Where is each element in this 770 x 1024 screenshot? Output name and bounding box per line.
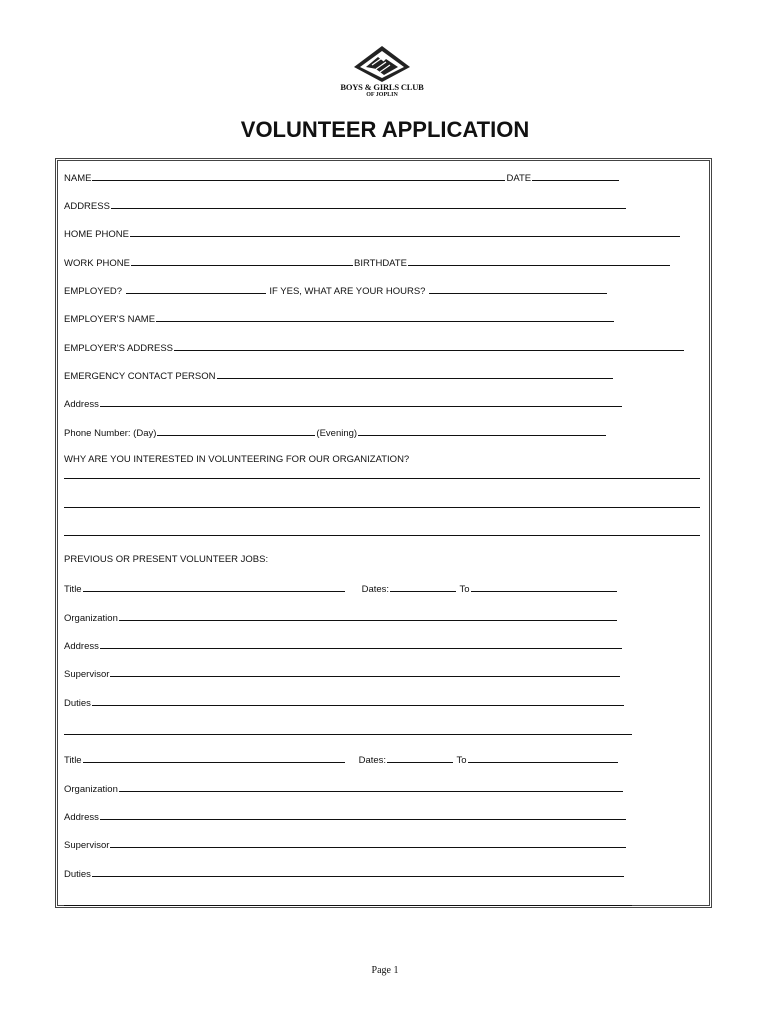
logo-location: OF JOPLIN	[366, 92, 398, 98]
logo-org-name: BOYS & GIRLS CLUB	[340, 82, 424, 92]
club-logo	[334, 45, 430, 107]
job2-organization-label: Organization	[64, 784, 118, 795]
employer-name-field[interactable]	[156, 312, 614, 322]
address-row	[64, 199, 627, 213]
employer-name-row	[64, 312, 615, 326]
hours-label: IF YES, WHAT ARE YOUR HOURS?	[269, 286, 426, 297]
date-field[interactable]	[532, 171, 619, 181]
job1-dates-from-field[interactable]	[390, 582, 456, 592]
phone-evening-label: (Evening)	[316, 428, 358, 439]
job1-supervisor-field[interactable]	[110, 667, 620, 677]
job2-duties-line-2[interactable]	[64, 905, 632, 906]
emergency-address-row	[64, 397, 623, 411]
phone-number-row	[64, 426, 607, 440]
date-label: DATE	[506, 173, 532, 184]
job2-address-field[interactable]	[100, 810, 626, 820]
job1-duties-line-2[interactable]	[64, 734, 632, 735]
page-number: Page 1	[371, 965, 399, 976]
emergency-contact-field[interactable]	[217, 369, 613, 379]
employed-row	[64, 284, 608, 298]
hours-field[interactable]	[429, 284, 607, 294]
job2-title-label: Title	[64, 755, 82, 766]
job2-duties-label: Duties	[64, 869, 91, 880]
emergency-contact-label: EMERGENCY CONTACT PERSON	[64, 371, 216, 382]
birthdate-field[interactable]	[408, 256, 670, 266]
emergency-address-field[interactable]	[100, 397, 622, 407]
name-row	[64, 171, 620, 185]
job1-organization-row	[64, 611, 618, 625]
job2-title-row	[64, 753, 619, 767]
employer-address-row	[64, 341, 685, 355]
job1-supervisor-label: Supervisor	[64, 669, 110, 680]
address-label: ADDRESS	[64, 201, 110, 212]
job2-supervisor-field[interactable]	[110, 838, 626, 848]
employed-label: EMPLOYED?	[64, 286, 123, 297]
job2-dates-label: Dates:	[358, 755, 387, 766]
address-field[interactable]	[111, 199, 626, 209]
job1-address-label: Address	[64, 641, 99, 652]
emergency-address-label: Address	[64, 399, 99, 410]
job1-title-label: Title	[64, 584, 82, 595]
job2-duties-row	[64, 867, 625, 881]
job2-supervisor-label: Supervisor	[64, 840, 110, 851]
job1-organization-field[interactable]	[119, 611, 617, 621]
job1-duties-row	[64, 696, 625, 710]
work-phone-field[interactable]	[131, 256, 353, 266]
job1-duties-label: Duties	[64, 698, 91, 709]
phone-day-label: Phone Number: (Day)	[64, 428, 157, 439]
job2-organization-field[interactable]	[119, 782, 623, 792]
job2-to-label: To	[456, 755, 467, 766]
handshake-logo-icon	[352, 45, 412, 83]
job2-title-field[interactable]	[83, 753, 345, 763]
job2-duties-field[interactable]	[92, 867, 624, 877]
employer-address-field[interactable]	[174, 341, 684, 351]
interest-question: WHY ARE YOU INTERESTED IN VOLUNTEERING FOR OUR ORGANIZATION?	[64, 454, 410, 465]
job1-address-field[interactable]	[100, 639, 622, 649]
job2-address-row	[64, 810, 627, 824]
interest-answer-line-3[interactable]	[64, 535, 700, 536]
home-phone-label: HOME PHONE	[64, 229, 129, 240]
job2-organization-row	[64, 782, 624, 796]
home-phone-row	[64, 227, 681, 241]
home-phone-field[interactable]	[130, 227, 680, 237]
interest-answer-line-2[interactable]	[64, 507, 700, 508]
phone-evening-field[interactable]	[358, 426, 606, 436]
job1-title-row	[64, 582, 618, 596]
job2-address-label: Address	[64, 812, 99, 823]
employer-address-label: EMPLOYER'S ADDRESS	[64, 343, 173, 354]
interest-answer-line-1[interactable]	[64, 478, 700, 479]
job1-organization-label: Organization	[64, 613, 118, 624]
job1-address-row	[64, 639, 623, 653]
employer-name-label: EMPLOYER'S NAME	[64, 314, 156, 325]
job1-duties-field[interactable]	[92, 696, 624, 706]
job1-dates-label: Dates:	[361, 584, 390, 595]
page-title: VOLUNTEER APPLICATION	[240, 117, 530, 142]
previous-jobs-heading: PREVIOUS OR PRESENT VOLUNTEER JOBS:	[64, 554, 269, 565]
name-field[interactable]	[92, 171, 505, 181]
work-phone-row	[64, 256, 671, 270]
job1-title-field[interactable]	[83, 582, 345, 592]
phone-day-field[interactable]	[157, 426, 315, 436]
job1-supervisor-row	[64, 667, 621, 681]
name-label: NAME	[64, 173, 92, 184]
job1-to-label: To	[459, 584, 470, 595]
work-phone-label: WORK PHONE	[64, 258, 130, 269]
job2-dates-to-field[interactable]	[468, 753, 618, 763]
job1-dates-to-field[interactable]	[471, 582, 617, 592]
birthdate-label: BIRTHDATE	[353, 258, 407, 269]
emergency-contact-row	[64, 369, 614, 383]
job2-dates-from-field[interactable]	[387, 753, 453, 763]
employed-field[interactable]	[126, 284, 266, 294]
job2-supervisor-row	[64, 838, 627, 852]
